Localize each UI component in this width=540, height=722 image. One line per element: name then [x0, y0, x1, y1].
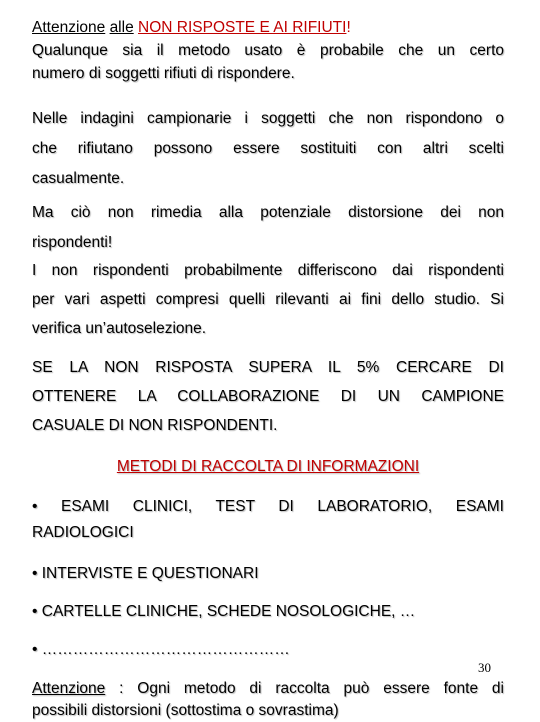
- footer-note: [32, 678, 504, 722]
- paragraph-distorsione: [32, 198, 504, 258]
- paragraph-line: per vari aspetti compresi quelli rilevanti ai fini dello studio. Si: [32, 291, 504, 308]
- list-item: [32, 600, 504, 624]
- attention-label: Attenzione: [32, 680, 106, 697]
- alle-word: alle: [109, 19, 134, 36]
- paragraph-line: Nelle indagini campionarie i soggetti che non rispondono o: [32, 110, 504, 127]
- bullet: •: [32, 603, 38, 620]
- metodi-list: [32, 494, 504, 546]
- attention-label: Attenzione: [32, 19, 106, 36]
- paragraph-line: verifica un’autoselezione.: [32, 320, 207, 337]
- list-item: [32, 562, 504, 586]
- bullet: •: [32, 641, 38, 658]
- intro-line: numero di soggetti rifiuti di rispondere.: [32, 65, 295, 82]
- footer-line: [32, 678, 504, 700]
- list-item-text: …………………………………………: [41, 641, 290, 658]
- metodi-heading: METODI DI RACCOLTA DI INFORMAZIONI: [116, 458, 420, 475]
- paragraph-line: che rifiutano possono essere sostituiti con altri scelti: [32, 140, 504, 157]
- paragraph-line: casualmente.: [32, 170, 125, 187]
- footer-text: : Ogni metodo di raccolta può essere fonte di: [105, 680, 504, 697]
- bullet: •: [32, 498, 38, 515]
- list-item-text: ESAMI CLINICI, TEST DI LABORATORIO, ESAMI: [60, 498, 504, 515]
- non-risposte-heading: NON RISPOSTE E AI RIFIUTI: [138, 19, 347, 36]
- paragraph-line: SE LA NON RISPOSTA SUPERA IL 5% CERCARE DI: [32, 359, 504, 376]
- bullet: •: [32, 565, 38, 582]
- intro-section: [32, 18, 504, 84]
- paragraph-soglia: [32, 353, 504, 440]
- paragraph-autoselezione: [32, 256, 504, 343]
- paragraph-line: rispondenti!: [32, 234, 113, 251]
- paragraph-line: I non rispondenti probabilmente differiscono dai rispondenti: [32, 262, 504, 279]
- list-item: [32, 494, 504, 520]
- page-number: 30: [478, 660, 491, 675]
- footer-line: possibili distorsioni (sottostima o sovrastima): [32, 702, 339, 719]
- list-item-text: CARTELLE CLINICHE, SCHEDE NOSOLOGICHE, …: [41, 603, 416, 620]
- paragraph-indagini: [32, 104, 504, 194]
- list-item: [32, 638, 504, 662]
- list-item-continuation: RADIOLOGICI: [32, 524, 134, 541]
- list-item-text: INTERVISTE E QUESTIONARI: [41, 565, 259, 582]
- heading-exclaim: !: [346, 19, 351, 36]
- paragraph-line: Ma ciò non rimedia alla potenziale distorsione dei non: [32, 204, 504, 221]
- paragraph-line: OTTENERE LA COLLABORAZIONE DI UN CAMPIONE: [32, 388, 504, 405]
- intro-line: Qualunque sia il metodo usato è probabile che un certo: [32, 42, 504, 59]
- paragraph-line: CASUALE DI NON RISPONDENTI.: [32, 417, 278, 434]
- metodi-heading-wrap: [32, 456, 504, 478]
- intro-heading: [32, 18, 504, 38]
